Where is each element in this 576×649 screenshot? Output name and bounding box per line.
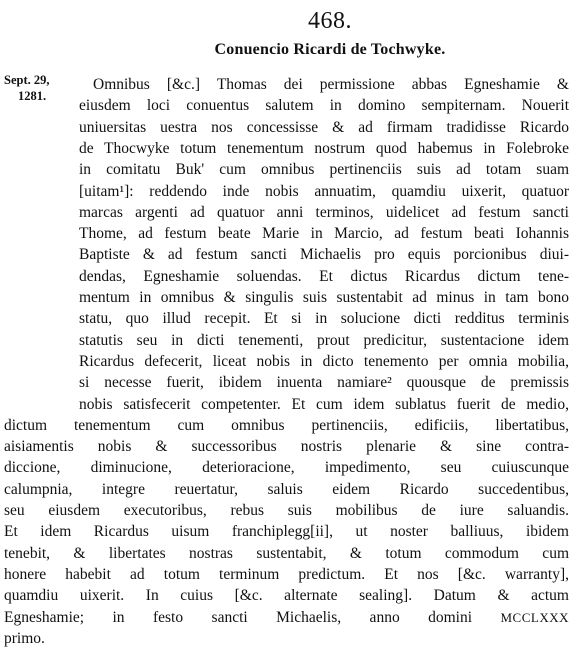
text-line: dendas, Egneshamie soluendas. Et dictus Ricardus dictum tene-: [79, 267, 569, 285]
date-year-smallcaps: MCCLXXX: [500, 609, 569, 625]
text-line: Thome, ad festum beate Marie in Marcio, ad festum beati Iohannis: [79, 225, 569, 243]
text-line: eiusdem loci conuentus salutem in domino sempiternam. Nouerit: [79, 97, 569, 115]
margin-date-year: 1281.: [18, 89, 47, 103]
margin-date-day: Sept. 29,: [4, 73, 50, 87]
text-line: Omnibus [&c.] Thomas dei permissione abbas Egneshamie &: [93, 76, 569, 93]
text-line: honere habebit ad totum terminum predictum. Et nos [&c. warranty],: [4, 565, 569, 583]
text-line: mentum in omnibus & singulis suis sustentabit ad minus in tam bono: [79, 289, 569, 306]
text-line: marcas argenti ad quatuor anni terminos, uidelicet ad festum sancti: [79, 203, 569, 221]
text-line: [uitam¹]: reddendo inde nobis annuatim, quamdiu uixerit, quatuor: [79, 182, 569, 200]
text-line: in comitatu Buk' cum omnibus pertinenciis suis ad totam suam: [79, 161, 569, 179]
margin-date-note: [4, 72, 50, 104]
text-line: dictum tenementum cum omnibus pertinenciis, edificiis, libertatibus,: [4, 416, 569, 434]
text-line: statutis seu in dicti tenementi, prout predicitur, sustentacione idem: [79, 331, 569, 349]
text-line: Et idem Ricardus uisum franchiplegg[ii], ut noster balliuus, ibidem: [4, 523, 569, 541]
text-line: diccione, diminucione, deterioracione, impedimento, seu cuiuscunque: [4, 459, 569, 477]
text-line: tenebit, & libertates nostras sustentabit, & totum commodum cum: [4, 544, 569, 562]
document-title: Conuencio Ricardi de Tochwyke.: [214, 41, 446, 58]
text-line: Egneshamie; in festo sancti Michaelis, anno domini MCCLXXX: [4, 608, 569, 626]
text-line: seu eiusdem executoribus, rebus suis mobilibus de iure saluandis.: [4, 502, 569, 519]
text-line: primo.: [4, 629, 45, 647]
page-number: 468.: [308, 8, 352, 34]
text-line: de Thocwyke totum tenementum nostrum quod habemus in Folebroke: [79, 139, 569, 157]
text-line: statu, quo illud recepit. Et si in solucione dicti redditus terminis: [79, 310, 569, 328]
text-line: Baptiste & ad festum sancti Michaelis pro equis porcionibus diui-: [79, 246, 569, 264]
text-line: aisiamentis nobis & successoribus nostris plenarie & sine contra-: [4, 438, 569, 456]
text-line: uniuersitas uestra nos concessisse & ad firmam tradidisse Ricardo: [79, 118, 569, 136]
text-line: nobis satisfecerit competenter. Et cum idem sublatus fuerit de medio,: [79, 395, 569, 413]
text-line: Ricardus defecerit, liceat nobis in dicto tenemento per omnia mobilia,: [79, 352, 569, 370]
text-line: quamdiu uixerit. In cuius [&c. alternate sealing]. Datum & actum: [4, 587, 569, 605]
text-line: si necesse fuerit, ibidem inuenta namiare² quousque de premissis: [79, 374, 569, 392]
text-line: calumpnia, integre reuertatur, saluis eidem Ricardo succedentibus,: [4, 480, 569, 498]
